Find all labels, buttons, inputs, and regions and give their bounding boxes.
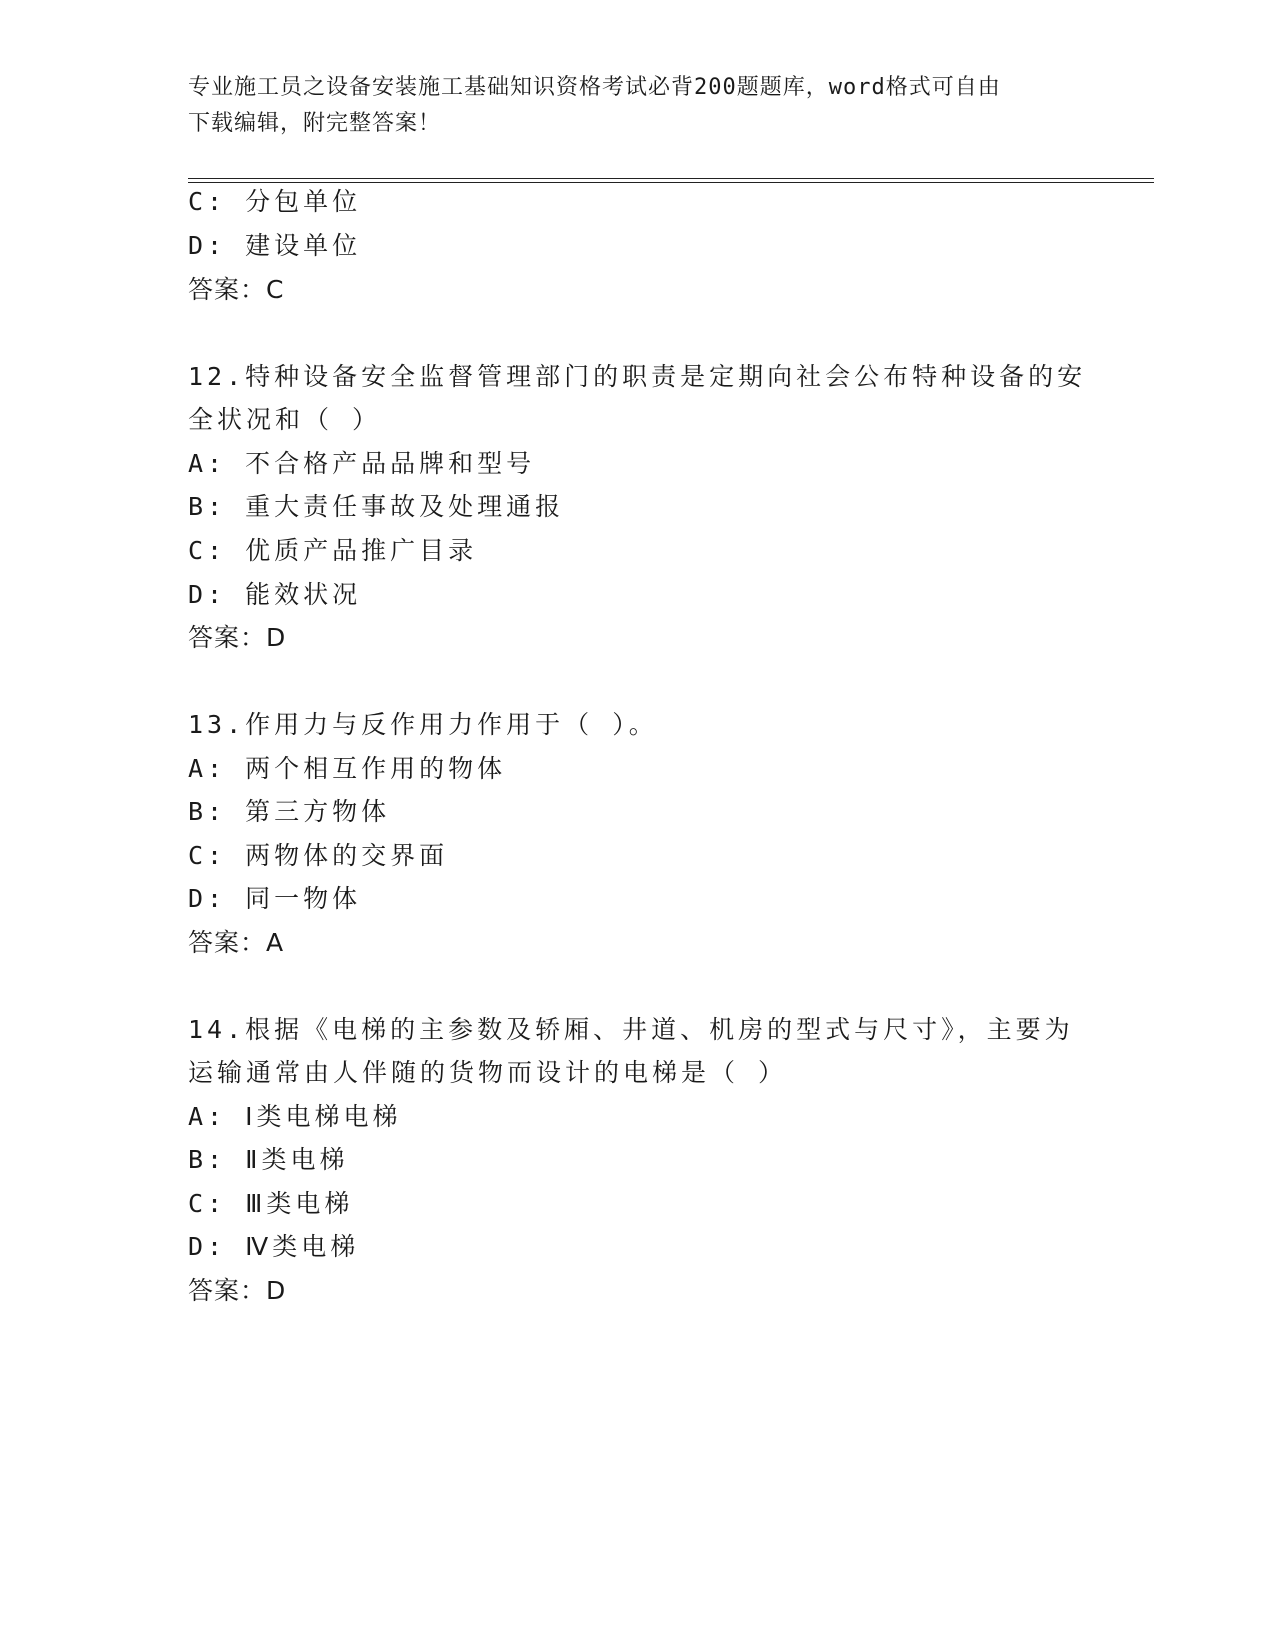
- header-divider: [188, 178, 1154, 183]
- q13-stem-line-1: 13.作用力与反作用力作用于（ ）。: [188, 710, 658, 739]
- header-title-line-2: 下载编辑，附完整答案！: [188, 111, 442, 136]
- q13-answer: 答案：A: [188, 928, 285, 957]
- q13-option-c: C: 两物体的交界面: [188, 841, 449, 870]
- q12-option-a: A: 不合格产品品牌和型号: [188, 449, 536, 478]
- q12-option-d: D: 能效状况: [188, 580, 362, 609]
- q14-stem-line-2: 运输通常由人伴随的货物而设计的电梯是（ ）: [188, 1058, 788, 1087]
- q14-stem-line-1: 14.根据《电梯的主参数及轿厢、井道、机房的型式与尺寸》，主要为: [188, 1015, 1074, 1044]
- q13-option-d: D: 同一物体: [188, 884, 362, 913]
- q14-option-a: A: Ⅰ类电梯电梯: [188, 1102, 402, 1131]
- q12-stem-line-1: 12.特种设备安全监督管理部门的职责是定期向社会公布特种设备的安: [188, 362, 1087, 391]
- q12-answer: 答案：D: [188, 623, 287, 652]
- header-title-line-1: 专业施工员之设备安装施工基础知识资格考试必背200题题库，word格式可自由: [188, 75, 1001, 100]
- q11-answer: 答案：C: [188, 275, 285, 304]
- q11-option-c: C: 分包单位: [188, 187, 362, 216]
- q11-option-d: D: 建设单位: [188, 231, 362, 260]
- q14-answer: 答案：D: [188, 1276, 287, 1305]
- q14-option-c: C: Ⅲ类电梯: [188, 1189, 354, 1218]
- q12-stem-line-2: 全状况和（ ）: [188, 405, 382, 434]
- q13-option-b: B: 第三方物体: [188, 797, 391, 826]
- q12-option-b: B: 重大责任事故及处理通报: [188, 492, 565, 521]
- q13-option-a: A: 两个相互作用的物体: [188, 754, 507, 783]
- document-header: [188, 70, 1088, 142]
- q14-option-b: B: Ⅱ类电梯: [188, 1145, 349, 1174]
- q14-option-d: D: Ⅳ类电梯: [188, 1232, 360, 1261]
- q12-option-c: C: 优质产品推广目录: [188, 536, 478, 565]
